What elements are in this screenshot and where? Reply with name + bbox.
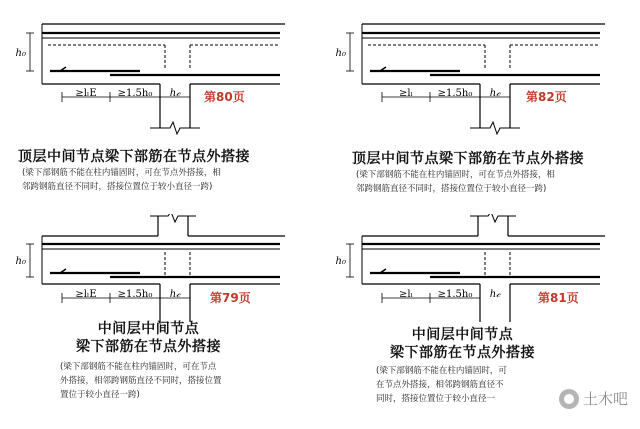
page-ref: 第79页 [210, 291, 251, 305]
panel-bottom-left [0, 214, 320, 429]
watermark-text: 土木吧 [582, 390, 628, 408]
panel-top-left [0, 0, 320, 214]
watermark [559, 388, 628, 409]
panel-note: (梁下部钢筋不能在柱内锚固时，可在节点 外搭接，相邻跨钢筋直径不同时，搭接位置 置位于较小直径一跨) [60, 362, 222, 400]
label-lap: ≥lₗ [398, 88, 414, 99]
panel-title: 顶层中间节点梁下部筋在节点外搭接 [18, 149, 250, 165]
label-hc: h𝒸 [169, 289, 181, 300]
label-h: h₀ [15, 256, 26, 267]
page-ref: 第81页 [538, 291, 579, 305]
panel-title: 顶层中间节点梁下部筋在节点外搭接 [352, 151, 584, 167]
joint-diagram-bottom-left [0, 214, 320, 324]
label-hc: h𝒸 [489, 289, 501, 300]
panel-top-right [320, 0, 640, 214]
watermark-logo-icon [559, 389, 579, 409]
joint-diagram-top-right [320, 0, 640, 150]
panel-note: (梁下部钢筋不能在柱内锚固时，可在节点外搭接，相 邻跨钢筋直径不同时，搭接位置位于较小直径一跨) [22, 168, 221, 192]
label-lap: ≥lₗE [75, 289, 97, 300]
page-ref: 第80页 [204, 90, 245, 104]
joint-diagram-bottom-right [320, 214, 640, 324]
label-h: h₀ [335, 256, 346, 267]
joint-diagram-top-left [0, 0, 320, 150]
label-lap: ≥lₗE [75, 88, 97, 99]
label-h: h₀ [15, 48, 26, 59]
panel-note: (梁下部钢筋不能在柱内锚固时，可 在节点外搭接，相邻跨钢筋直径不 同时，搭接位置位于较小直径一 [376, 366, 507, 404]
panel-title: 中间层中间节点 梁下部筋在节点外搭接 [390, 327, 535, 361]
label-hc: h𝒸 [489, 88, 501, 99]
label-h: h₀ [335, 48, 346, 59]
label-lap: ≥lₗ [398, 289, 414, 300]
page-ref: 第82页 [526, 90, 567, 104]
label-hc: h𝒸 [169, 88, 181, 99]
label-dist: ≥1.5h₀ [117, 289, 153, 300]
panel-note: (梁下部钢筋不能在柱内锚固时，可在节点外搭接，相 邻跨钢筋直径不同时，搭接位置位于较小直径一跨) [356, 170, 555, 194]
label-dist: ≥1.5h₀ [117, 88, 153, 99]
label-dist: ≥1.5h₀ [437, 289, 473, 300]
panel-title: 中间层中间节点 梁下部筋在节点外搭接 [76, 321, 221, 355]
label-dist: ≥1.5h₀ [437, 88, 473, 99]
